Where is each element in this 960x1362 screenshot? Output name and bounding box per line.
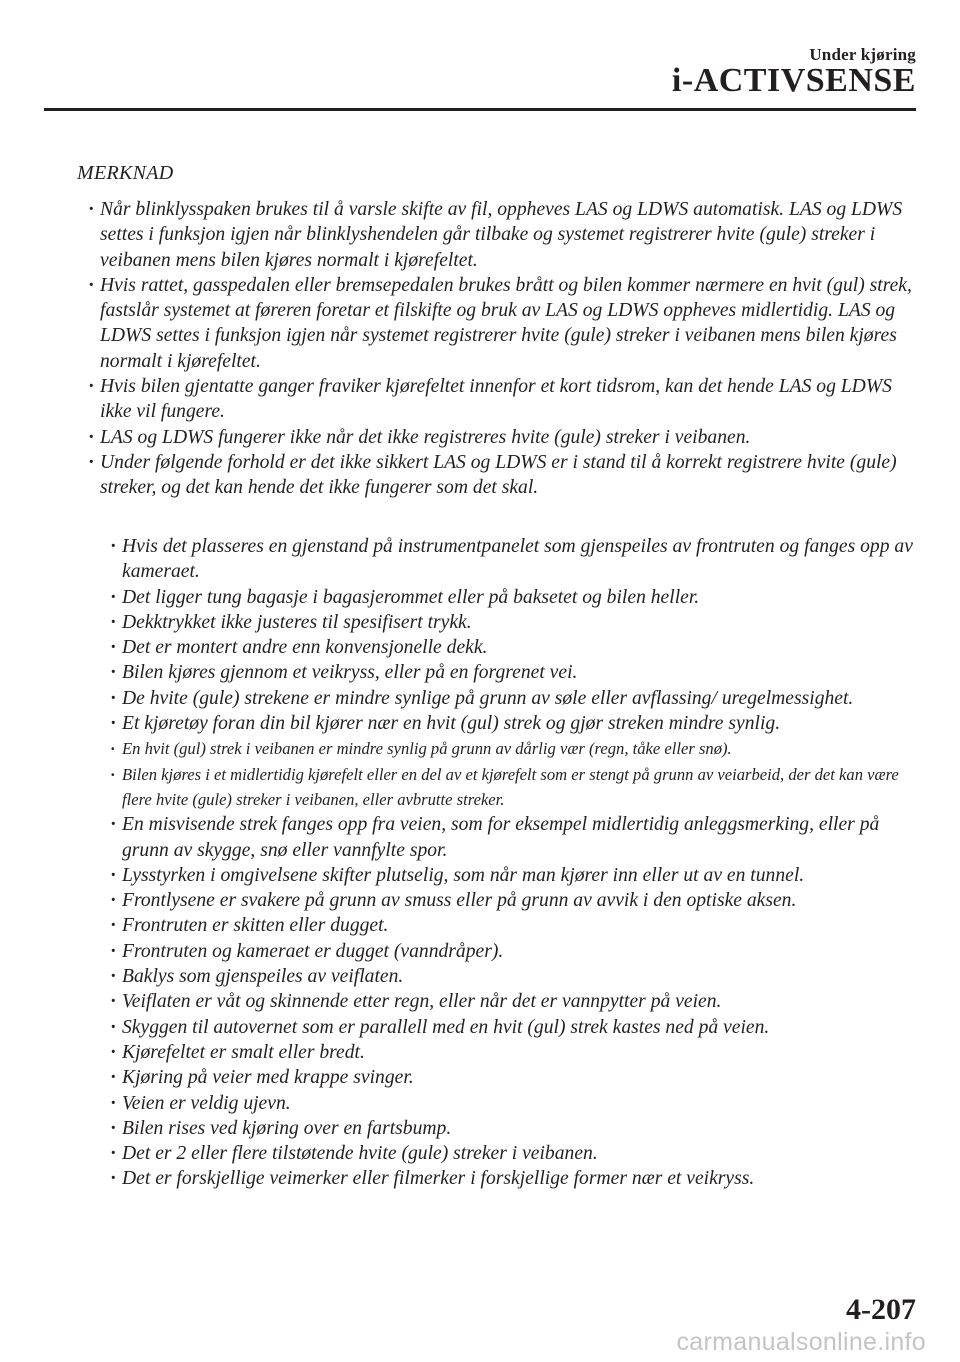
list-item: · Kjøring på veier med krappe svinger. [110,1065,925,1090]
list-item: · Det er 2 eller flere tilstøtende hvite (gule) streker i veibanen. [110,1141,925,1166]
list-item: · En hvit (gul) strek i veibanen er mindre synlig på grunn av dårlig vær (regn, tåke eller snø). [110,736,925,761]
list-item: · Det er forskjellige veimerker eller filmerker i forskjellige former nær et veikryss. [110,1166,925,1191]
note-list [88,197,923,501]
header-divider [44,108,916,111]
list-item: · Kjørefeltet er smalt eller bredt. [110,1040,925,1065]
page-title: i-ACTIVSENSE [671,62,916,99]
note-label: MERKNAD [77,162,174,184]
list-item: · Frontruten er skitten eller dugget. [110,913,925,938]
list-item: · Bilen kjøres gjennom et veikryss, eller på en forgrenet vei. [110,660,925,685]
watermark: carmanualsonline.info [676,1328,926,1356]
list-item: · Når blinklysspaken brukes til å varsle skifte av fil, oppheves LAS og LDWS automatisk. LAS og LDWS settes i funksjon igjen når blinklyshendelen går tilbake og systemet registrerer hvite (gule) streker i veibanen mens bilen kjøres normalt i kjørefeltet. [88,197,923,273]
list-item: · Det er montert andre enn konvensjonelle dekk. [110,635,925,660]
condition-list [110,534,925,1192]
list-item: · LAS og LDWS fungerer ikke når det ikke registreres hvite (gule) streker i veibanen. [88,425,923,450]
list-item: · Frontruten og kameraet er dugget (vanndråper). [110,939,925,964]
list-item: · Hvis det plasseres en gjenstand på instrumentpanelet som gjenspeiles av frontruten og fanges opp av kameraet. [110,534,925,585]
list-item: · Bilen rises ved kjøring over en fartsbump. [110,1116,925,1141]
list-item: · Baklys som gjenspeiles av veiflaten. [110,964,925,989]
list-item: · Veiflaten er våt og skinnende etter regn, eller når det er vannpytter på veien. [110,989,925,1014]
list-item: · Bilen kjøres i et midlertidig kjørefelt eller en del av et kjørefelt som er stengt på grunn av veiarbeid, der det kan være flere hvite (gule) streker i veibanen, eller avbrutte streker. [110,762,925,813]
list-item: · Lysstyrken i omgivelsene skifter plutselig, som når man kjører inn eller ut av en tunnel. [110,863,925,888]
list-item: · Hvis bilen gjentatte ganger fraviker kjørefeltet innenfor et kort tidsrom, kan det hende LAS og LDWS ikke vil fungere. [88,374,923,425]
list-item: · En misvisende strek fanges opp fra veien, som for eksempel midlertidig anleggsmerking, eller på grunn av skygge, snø eller vannfylte spor. [110,812,925,863]
list-item: · Et kjøretøy foran din bil kjører nær en hvit (gul) strek og gjør streken mindre synlig. [110,711,925,736]
list-item: · Dekktrykket ikke justeres til spesifisert trykk. [110,610,925,635]
list-item: · Veien er veldig ujevn. [110,1091,925,1116]
list-item: · Skyggen til autovernet som er parallell med en hvit (gul) strek kastes ned på veien. [110,1015,925,1040]
list-item: · Det ligger tung bagasje i bagasjerommet eller på baksetet og bilen heller. [110,585,925,610]
section-label: Under kjøring [809,45,916,64]
list-item: · De hvite (gule) strekene er mindre synlige på grunn av søle eller avflassing/ uregelmessighet. [110,686,925,711]
list-item: · Frontlysene er svakere på grunn av smuss eller på grunn av avvik i den optiske aksen. [110,888,925,913]
page-number: 4-207 [846,1293,916,1326]
list-item: · Hvis rattet, gasspedalen eller bremsepedalen brukes brått og bilen kommer nærmere en hvit (gul) strek, fastslår systemet at føreren foretar et filskifte og bruk av LAS og LDWS oppheves midlertidig. LAS og LDWS settes i funksjon igjen når systemet registrerer hvite (gule) streker i veibanen mens bilen kjøres normalt i kjørefeltet. [88,273,923,374]
list-item: · Under følgende forhold er det ikke sikkert LAS og LDWS er i stand til å korrekt registrere hvite (gule) streker, og det kan hende det ikke fungerer som det skal. [88,450,923,501]
